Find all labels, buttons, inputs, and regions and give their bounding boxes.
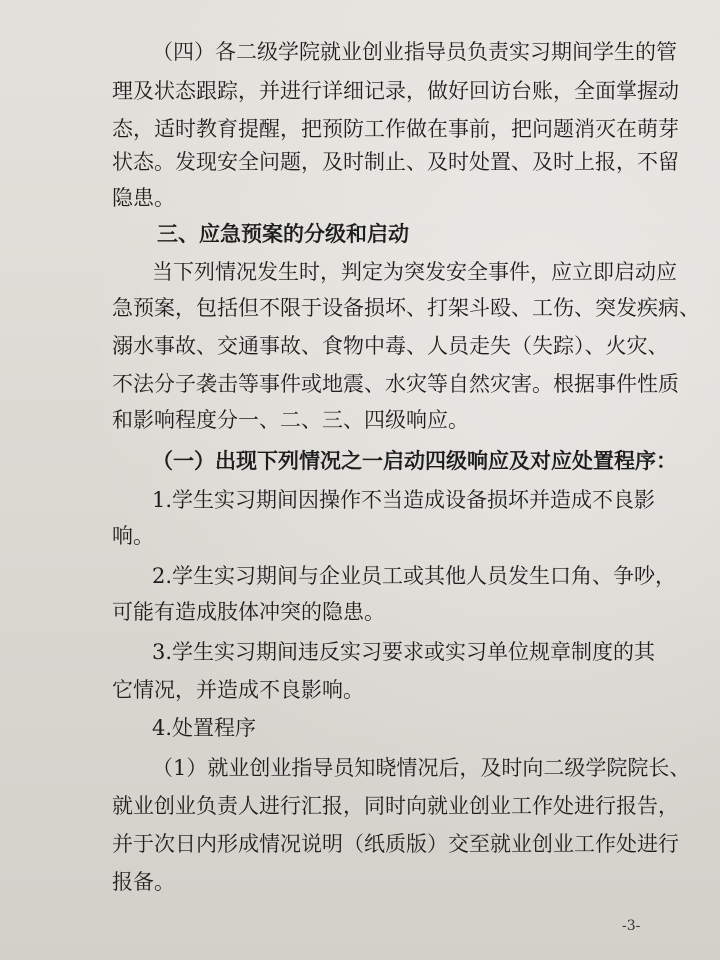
page-number: -3-: [622, 918, 641, 934]
paragraph-line: 状态。发现安全问题，及时制止、及时处置、及时上报，不留: [112, 150, 679, 174]
paragraph-line: 不法分子袭击等事件或地震、水灾等自然灾害。根据事件性质: [112, 372, 679, 396]
list-item-line: 2.学生实习期间与企业员工或其他人员发生口角、争吵，: [152, 564, 677, 588]
list-item-line: 1.学生实习期间因操作不当造成设备损坏并造成不良影: [152, 488, 656, 512]
procedure-line: 报备。: [112, 870, 175, 894]
list-item-line: 它情况，并造成不良影响。: [112, 678, 364, 702]
subsection-heading: （一）出现下列情况之一启动四级响应及对应处置程序：: [152, 448, 677, 473]
section-heading: 三、应急预案的分级和启动: [157, 222, 409, 246]
procedure-line: 就业创业负责人进行汇报，同时向就业创业工作处进行报告，: [112, 794, 679, 818]
paragraph-line: 隐患。: [112, 186, 175, 210]
paragraph-line: 当下列情况发生时，判定为突发安全事件，应立即启动应: [152, 260, 677, 284]
paragraph-line: 溺水事故、交通事故、食物中毒、人员走失（失踪）、火灾、: [112, 334, 669, 358]
procedure-line: （1）就业创业指导员知晓情况后，及时向二级学院院长、: [152, 756, 691, 780]
paragraph-line: 理及状态跟踪，并进行详细记录，做好回访台账，全面掌握动: [112, 79, 679, 103]
list-item-line: 4.处置程序: [152, 716, 257, 740]
paragraph-line: （四）各二级学院就业创业指导员负责实习期间学生的管: [152, 40, 677, 64]
list-item-line: 可能有造成肢体冲突的隐患。: [112, 600, 385, 624]
paragraph-line: 和影响程度分一、二、三、四级响应。: [112, 408, 469, 432]
list-item-line: 响。: [112, 524, 154, 548]
paragraph-line: 急预案，包括但不限于设备损坏、打架斗殴、工伤、突发疾病、: [112, 296, 700, 320]
paragraph-line: 态，适时教育提醒，把预防工作做在事前，把问题消灭在萌芽: [112, 117, 679, 141]
list-item-line: 3.学生实习期间违反实习要求或实习单位规章制度的其: [152, 640, 656, 664]
procedure-line: 并于次日内形成情况说明（纸质版）交至就业创业工作处进行: [112, 832, 679, 856]
